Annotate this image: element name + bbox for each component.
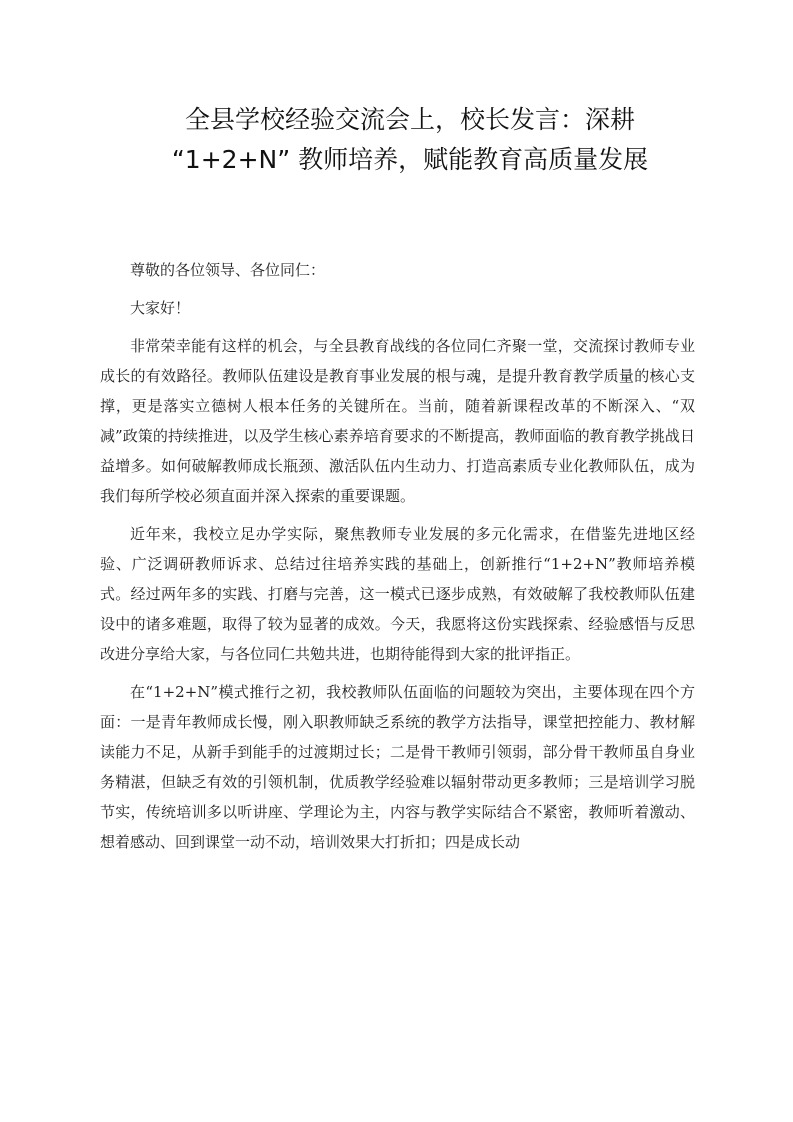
title-line-1: 全县学校经验交流会上，校长发言：深耕 — [184, 105, 635, 134]
salutation: 尊敬的各位领导、各位同仁： — [130, 261, 326, 279]
title-line-2: “1+2+N” 教师培养，赋能教育高质量发展 — [171, 145, 649, 174]
body-paragraph: 近年来，我校立足办学实际，聚焦教师专业发展的多元化需求，在借鉴先进地区经验、广泛调研教师诉求、总结过往培养实践的基础上，创新推行“1+2+N”教师培养模式。经过两年多的实践、打磨与完善，这一模式已逐步成熟，有效破解了我校教师队伍建设中的诸多难题，取得了较为显著的成效。今天，我愿将这份实践探索、经验感悟与反思改进分享给大家，与各位同仁共勉共进，也期待能得到大家的批评指正。 — [100, 525, 695, 663]
greeting: 大家好！ — [130, 299, 191, 317]
body-paragraph: 在“1+2+N”模式推行之初，我校教师队伍面临的问题较为突出，主要体现在四个方面：一是青年教师成长慢，刚入职教师缺乏系统的教学方法指导，课堂把控能力、教材解读能力不足，从新手到能手的过渡期过长；二是骨干教师引领弱，部分骨干教师虽自身业务精湛，但缺乏有效的引领机制，优质教学经验难以辐射带动更多教师；三是培训学习脱节实，传统培训多以听讲座、学理论为主，内容与教学实际结合不紧密，教师听着激动、想着感动、回到课堂一动不动，培训效果大打折扣；四是成长动 — [100, 683, 695, 851]
body-paragraph: 非常荣幸能有这样的机会，与全县教育战线的各位同仁齐聚一堂，交流探讨教师专业成长的有效路径。教师队伍建设是教育事业发展的根与魂，是提升教育教学质量的核心支撑，更是落实立德树人根本任务的关键所在。当前，随着新课程改革的不断深入、“双减”政策的持续推进，以及学生核心素养培育要求的不断提高，教师面临的教育教学挑战日益增多。如何破解教师成长瓶颈、激活队伍内生动力、打造高素质专业化教师队伍，成为我们每所学校必须直面并深入探索的重要课题。 — [100, 337, 695, 505]
document-body — [100, 255, 695, 857]
document-title — [100, 100, 720, 180]
